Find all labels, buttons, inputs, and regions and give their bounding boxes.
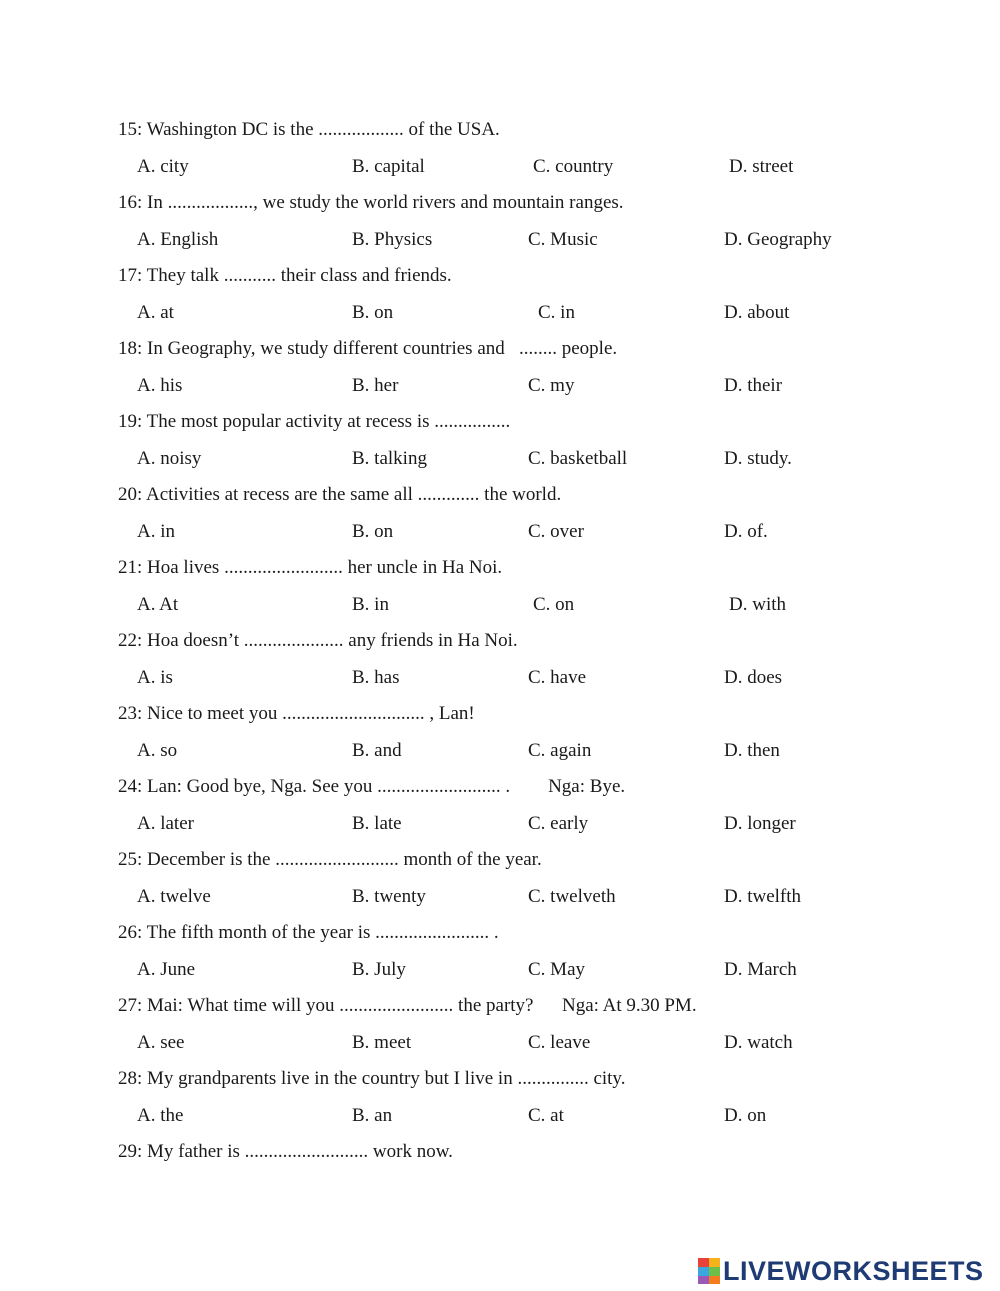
question-stem: 26: The fifth month of the year is ........................ . [118,922,499,943]
option-a[interactable]: A. later [137,813,194,834]
option-a[interactable]: A. see [137,1032,185,1053]
option-b[interactable]: B. twenty [352,886,426,907]
option-b[interactable]: B. talking [352,448,427,469]
option-a[interactable]: A. English [137,229,219,250]
option-a[interactable]: A. the [137,1105,184,1126]
option-c[interactable]: C. May [528,959,585,980]
option-d[interactable]: D. twelfth [724,886,802,907]
option-c[interactable]: C. country [533,156,614,177]
option-b[interactable]: B. an [352,1105,393,1126]
option-c[interactable]: C. over [528,521,584,542]
logo-text: LIVEWORKSHEETS [723,1255,984,1286]
question-stem: 18: In Geography, we study different countries and ........ people. [118,338,618,359]
question-stem: 17: They talk ........... their class and friends. [118,265,452,286]
liveworksheets-logo [698,1254,984,1288]
question-stem: 23: Nice to meet you .............................. , Lan! [118,703,475,724]
option-c[interactable]: C. on [533,594,575,615]
option-d[interactable]: D. study. [724,448,792,469]
option-c[interactable]: C. twelveth [528,886,616,907]
question-stem: 28: My grandparents live in the country but I live in ............... city. [118,1068,626,1089]
option-d[interactable]: D. with [729,594,786,615]
liveworksheets-logo-icon [698,1258,720,1284]
option-a[interactable]: A. city [137,156,189,177]
option-a[interactable]: A. June [137,959,196,980]
option-a[interactable]: A. noisy [137,448,202,469]
question-stem: 22: Hoa doesn’t ..................... any friends in Ha Noi. [118,630,518,651]
option-d[interactable]: D. of. [724,521,768,542]
option-d[interactable]: D. street [729,156,794,177]
question-stem: 21: Hoa lives ......................... her uncle in Ha Noi. [118,557,503,578]
option-b[interactable]: B. in [352,594,389,615]
option-d[interactable]: D. about [724,302,790,323]
option-d[interactable]: D. their [724,375,783,396]
option-b[interactable]: B. and [352,740,402,761]
question-stem: 16: In .................., we study the world rivers and mountain ranges. [118,192,624,213]
option-d[interactable]: D. March [724,959,797,980]
option-c[interactable]: C. have [528,667,587,688]
option-d[interactable]: D. does [724,667,783,688]
option-c[interactable]: C. early [528,813,589,834]
option-d[interactable]: D. on [724,1105,767,1126]
option-a[interactable]: A. is [137,667,173,688]
option-a[interactable]: A. at [137,302,174,323]
option-c[interactable]: C. again [528,740,592,761]
option-d[interactable]: D. then [724,740,780,761]
option-b[interactable]: B. Physics [352,229,433,250]
option-c[interactable]: C. Music [528,229,598,250]
question-stem: 15: Washington DC is the .................. of the USA. [118,119,500,140]
option-c[interactable]: C. leave [528,1032,591,1053]
question-stem: 24: Lan: Good bye, Nga. See you .......................... . Nga: Bye. [118,776,626,797]
option-b[interactable]: B. July [352,959,406,980]
option-a[interactable]: A. so [137,740,178,761]
option-c[interactable]: C. in [538,302,575,323]
option-b[interactable]: B. late [352,813,402,834]
option-b[interactable]: B. has [352,667,400,688]
option-b[interactable]: B. capital [352,156,425,177]
option-b[interactable]: B. meet [352,1032,412,1053]
question-stem: 29: My father is .......................... work now. [118,1141,453,1162]
question-stem: 25: December is the .......................... month of the year. [118,849,542,870]
option-b[interactable]: B. on [352,521,394,542]
option-c[interactable]: C. at [528,1105,564,1126]
question-stem: 20: Activities at recess are the same all ............. the world. [118,484,562,505]
option-c[interactable]: C. my [528,375,575,396]
option-a[interactable]: A. At [137,594,179,615]
option-b[interactable]: B. her [352,375,399,396]
question-stem: 19: The most popular activity at recess is ................ [118,411,511,432]
option-b[interactable]: B. on [352,302,394,323]
option-d[interactable]: D. Geography [724,229,832,250]
option-a[interactable]: A. in [137,521,175,542]
question-stem: 27: Mai: What time will you ........................ the party? Nga: At 9.30 PM. [118,995,697,1016]
option-a[interactable]: A. his [137,375,183,396]
option-d[interactable]: D. longer [724,813,796,834]
option-d[interactable]: D. watch [724,1032,793,1053]
option-c[interactable]: C. basketball [528,448,628,469]
option-a[interactable]: A. twelve [137,886,211,907]
